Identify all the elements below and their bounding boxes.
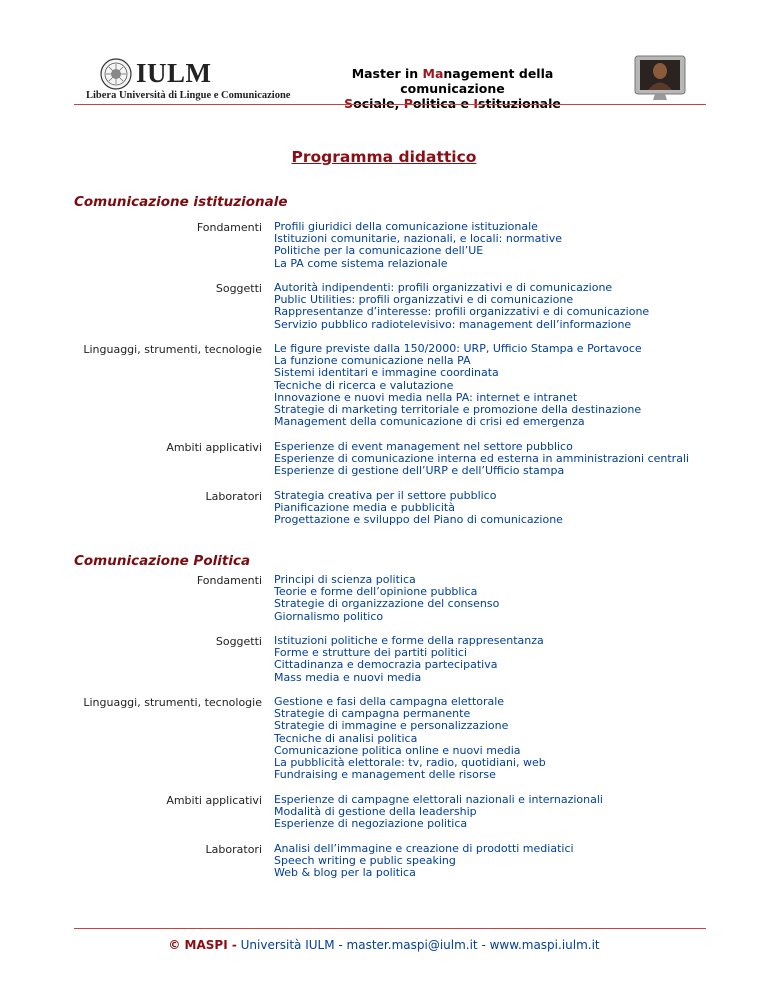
list-item: Esperienze di gestione dell’URP e dell’Ufficio stampa bbox=[274, 464, 565, 478]
list-item: Tecniche di analisi politica bbox=[274, 731, 418, 745]
logo-name: IULM bbox=[136, 58, 212, 88]
list-item: Web & blog per la politica bbox=[274, 866, 416, 880]
list-item: Strategie di organizzazione del consenso bbox=[274, 597, 500, 611]
row-items bbox=[274, 843, 734, 880]
list-item: Forme e strutture dei partiti politici bbox=[274, 646, 467, 660]
list-item: Esperienze di campagne elettorali nazionali e internazionali bbox=[274, 793, 603, 806]
page-title: Programma didattico bbox=[291, 148, 477, 166]
list-item: Public Utilities: profili organizzativi e di comunicazione bbox=[274, 293, 574, 307]
list-item: Principi di scienza politica bbox=[274, 573, 416, 586]
row-label: Linguaggi, strumenti, tecnologie bbox=[83, 696, 262, 709]
list-item: Strategia creativa per il settore pubblico bbox=[274, 489, 497, 502]
row-label: Laboratori bbox=[205, 843, 262, 856]
page-header bbox=[74, 48, 706, 111]
row-label: Laboratori bbox=[205, 490, 262, 503]
list-item: Strategie di marketing territoriale e promozione della destinazione bbox=[274, 403, 642, 417]
list-item: Pianificazione media e pubblicità bbox=[274, 501, 455, 515]
list-item: Cittadinanza e democrazia partecipativa bbox=[274, 658, 498, 672]
section-title-politica: Comunicazione Politica bbox=[74, 553, 251, 569]
list-item: Istituzioni comunitarie, nazionali, e locali: normative bbox=[274, 232, 562, 246]
row-items bbox=[274, 574, 734, 623]
list-item: Istituzioni politiche e forme della rappresentanza bbox=[274, 634, 544, 647]
row-items bbox=[274, 635, 734, 684]
list-item: Giornalismo politico bbox=[274, 609, 384, 623]
row-items bbox=[274, 794, 734, 831]
list-item: Modalità di gestione della leadership bbox=[274, 805, 477, 819]
section-title-istituzionale: Comunicazione istituzionale bbox=[74, 194, 288, 210]
footer-divider bbox=[74, 928, 706, 929]
row-label: Linguaggi, strumenti, tecnologie bbox=[83, 343, 262, 356]
row-label: Soggetti bbox=[215, 282, 262, 295]
list-item: Politiche per la comunicazione dell’UE bbox=[274, 244, 484, 258]
list-item: Management della comunicazione di crisi ed emergenza bbox=[274, 415, 585, 429]
header-divider bbox=[74, 104, 706, 105]
list-item: Le figure previste dalla 150/2000: URP, Ufficio Stampa e Portavoce bbox=[274, 342, 642, 355]
list-item: La funzione comunicazione nella PA bbox=[274, 354, 471, 368]
page-footer bbox=[0, 938, 768, 952]
logo-subtitle: Libera Università di Lingue e Comunicazione bbox=[86, 90, 291, 101]
list-item: Fundraising e management delle risorse bbox=[274, 768, 496, 782]
list-item: Gestione e fasi della campagna elettorale bbox=[274, 695, 505, 708]
list-item: La PA come sistema relazionale bbox=[274, 256, 448, 270]
list-item: Esperienze di event management nel settore pubblico bbox=[274, 440, 573, 453]
list-item: Mass media e nuovi media bbox=[274, 670, 422, 684]
university-seal-icon bbox=[100, 58, 132, 90]
list-item: Strategie di immagine e personalizzazione bbox=[274, 719, 509, 733]
list-item: La pubblicità elettorale: tv, radio, quotidiani, web bbox=[274, 756, 546, 770]
row-label: Soggetti bbox=[215, 635, 262, 648]
footer-brand: © MASPI - bbox=[168, 938, 237, 952]
list-item: Strategie di campagna permanente bbox=[274, 707, 471, 721]
row-items bbox=[274, 221, 734, 270]
master-title-line1: Master in Management della comunicazione bbox=[351, 66, 554, 96]
list-item: Analisi dell’immagine e creazione di prodotti mediatici bbox=[274, 842, 574, 855]
list-item: Teorie e forme dell’opinione pubblica bbox=[274, 585, 478, 599]
row-label: Fondamenti bbox=[196, 221, 262, 234]
row-items bbox=[274, 490, 734, 527]
list-item: Autorità indipendenti: profili organizzativi e di comunicazione bbox=[274, 281, 613, 294]
list-item: Sistemi identitari e immagine coordinata bbox=[274, 366, 499, 380]
master-title-line2: Sociale, Politica e Istituzionale bbox=[344, 96, 561, 111]
list-item: Esperienze di comunicazione interna ed esterna in amministrazioni centrali bbox=[274, 452, 690, 466]
list-item: Esperienze di negoziazione politica bbox=[274, 817, 468, 831]
list-item: Progettazione e sviluppo del Piano di comunicazione bbox=[274, 513, 563, 527]
list-item: Innovazione e nuovi media nella PA: internet e intranet bbox=[274, 390, 578, 404]
row-label: Ambiti applicativi bbox=[166, 441, 262, 454]
row-items bbox=[274, 343, 734, 428]
row-label: Ambiti applicativi bbox=[166, 794, 262, 807]
television-icon bbox=[634, 55, 686, 101]
list-item: Tecniche di ricerca e valutazione bbox=[274, 378, 454, 392]
row-label: Fondamenti bbox=[196, 574, 262, 587]
list-item: Speech writing e public speaking bbox=[274, 854, 456, 868]
list-item: Servizio pubblico radiotelevisivo: management dell’informazione bbox=[274, 317, 632, 331]
list-item: Rappresentanze d’interesse: profili organizzativi e di comunicazione bbox=[274, 305, 650, 319]
iulm-logo bbox=[80, 58, 291, 102]
list-item: Comunicazione politica online e nuovi media bbox=[274, 743, 521, 757]
list-item: Profili giuridici della comunicazione istituzionale bbox=[274, 220, 538, 233]
row-items bbox=[274, 441, 734, 478]
row-items bbox=[274, 282, 734, 331]
row-items bbox=[274, 696, 734, 781]
footer-contacts: Università IULM - master.maspi@iulm.it - www.maspi.iulm.it bbox=[236, 938, 600, 952]
